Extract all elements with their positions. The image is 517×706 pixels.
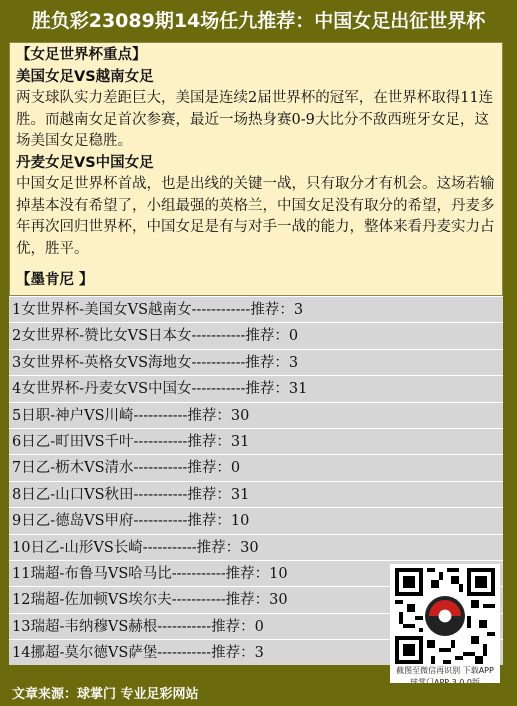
page-title: 胜负彩23089期14场任九推荐：中国女足出征世界杯 [0,0,517,42]
qr-caption-line1: 截图至微信再识别 下载APP [396,666,494,675]
pick-row: 14挪超-莫尔德VS萨堡-----------推荐：3 [9,639,503,665]
pick-row: 9日乙-德岛VS甲府-----------推荐：10 [9,507,503,533]
section-title: 【女足世界杯重点】 [16,47,147,63]
pick-row: 5日职-神户VS川崎-----------推荐：30 [9,402,503,428]
pick-row: 1女世界杯-美国女VS越南女------------推荐：3 [9,296,503,322]
pick-row: 7日乙-枥木VS清水-----------推荐：0 [9,454,503,480]
match2-text: 中国女足世界杯首战，也是出线的关键一战，只有取分才有机会。这场若输掉基本没有希望了，小组最强的英格兰，中国女足没有取分的希望，丹麦多年再次回归世界杯，中国女足是有与对手一战的能力，整体来看丹麦实力占优，胜平。 [16,176,495,257]
section2-title: 【墨肯尼 】 [16,272,94,288]
pick-row: 13瑞超-韦纳穆VS赫根-----------推荐：0 [9,613,503,639]
pick-row: 4女世界杯-丹麦女VS中国女-----------推荐：31 [9,375,503,401]
pick-row: 12瑞超-佐加顿VS埃尔夫-----------推荐：30 [9,586,503,612]
pick-row: 8日乙-山口VS秋田-----------推荐：31 [9,481,503,507]
footer-source: 文章来源：球掌门 专业足彩网站 [0,683,517,706]
pick-row: 6日乙-町田VS千叶-----------推荐：31 [9,428,503,454]
analysis-panel [9,42,503,296]
match2-title: 丹麦女足VS中国女足 [16,154,154,171]
match1-text: 两支球队实力差距巨大，美国是连续2届世界杯的冠军，在世界杯取得11连胜。而越南女足首次参赛，最近一场热身赛0-9大比分不敌西班牙女足，这场美国女足稳胜。 [16,90,494,149]
match1-title: 美国女足VS越南女足 [16,68,154,85]
pick-row: 3女世界杯-英格女VS海地女-----------推荐：3 [9,349,503,375]
qr-code-icon [395,568,495,664]
qr-code-box[interactable] [390,564,500,690]
pick-row: 11瑞超-布鲁马VS哈马比-----------推荐：10 [9,560,503,586]
pick-row: 10日乙-山形VS长崎-----------推荐：30 [9,534,503,560]
pick-row: 2女世界杯-赞比女VS日本女-----------推荐：0 [9,322,503,348]
